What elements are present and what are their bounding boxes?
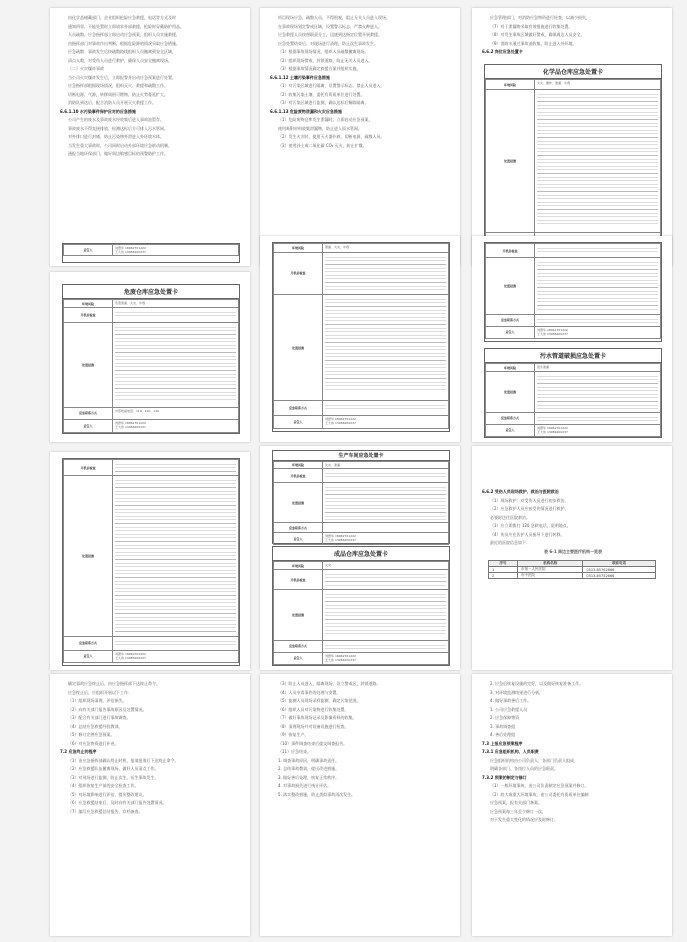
text-line: （6）对应急物资进行补充。	[68, 740, 119, 746]
row-label: 应急联系方式	[64, 407, 113, 420]
section-heading: 7.3.2 预案的制定与修订	[482, 774, 527, 780]
row-value	[323, 469, 449, 483]
sub-heading: （二）火灾爆炸事故	[68, 66, 104, 71]
row-value	[323, 295, 449, 401]
row-value	[323, 533, 449, 545]
row-label: 责任人	[274, 652, 323, 664]
text-line: （1）对污染区域进行隔离，设置警示标志，禁止人员进入。	[278, 83, 385, 88]
row-label: 处置措施	[274, 590, 323, 640]
section-heading: 7.2 应急终止的程序	[60, 749, 97, 754]
table-cell: 1	[489, 567, 518, 573]
page-mid-left	[50, 272, 250, 442]
contact-line: 王大伟 13986200237	[537, 331, 568, 336]
value	[113, 245, 239, 256]
contact-line: 刘德华 18962701222	[537, 425, 568, 430]
row-label: 责任人	[274, 416, 323, 429]
text-line: 项目现场应急，疏散人员，不得围观，阻止无关人员进入现场。	[278, 15, 390, 20]
card-title: 生产车间应急处置卡	[273, 451, 449, 461]
row-value	[535, 412, 661, 424]
column-header: 机构名称	[518, 561, 583, 567]
text-line: （9）恢复生产。	[278, 732, 309, 737]
text-line: 5. 落实整改措施，防止类似事故再次发生。	[278, 791, 356, 797]
row-value	[113, 650, 239, 662]
row-value: 危废泄漏、火灾、中毒	[113, 300, 239, 308]
text-line: 切断电源、气源，转移周围可燃物，防止火势蔓延扩大。	[68, 91, 168, 97]
row-value	[323, 640, 449, 652]
contact-line: 刘德华 18962701222	[325, 417, 356, 422]
finished-goods-warehouse-card	[272, 546, 450, 666]
text-line: 当发生重大事故时，公司同时启动外部环境应急联动机制，	[68, 142, 172, 148]
paragraph	[60, 680, 242, 816]
row-label: 应急联系方式	[486, 412, 535, 424]
text-line: 使用吸附材料收集泄漏物，防止进入雨水管网。	[278, 125, 362, 131]
workshop-card	[272, 450, 450, 544]
section-heading: 7.3.1 应急组织机构、人员职责	[482, 749, 539, 754]
text-line: 应急疏散：事故发生后按疏散路线组织人员撤离到安全区域，	[68, 49, 176, 54]
row-label: 环境风险	[274, 462, 323, 469]
row-value	[323, 483, 449, 523]
text-line: 人员疏散。应急指挥部立即启动应急预案，组织人员实施救援，	[68, 32, 180, 37]
row-label: 责任人	[64, 420, 113, 433]
text-line: 3. 做好善后处理，恢复正常秩序。	[278, 774, 340, 780]
text-line: 应急预案每三年至少修订一次，	[490, 808, 546, 814]
text-line: 必要时送往医院救治。	[490, 514, 530, 520]
text-line: （3）使用沙土或二氧化碳 CO₂ 灭火，防止扩散。	[278, 142, 367, 148]
contact-line: 王大伟 13986200237	[325, 538, 356, 542]
list-item: （2）组织现场警戒，封锁道路，防止无关人员进入。	[278, 57, 373, 63]
row-value	[323, 652, 449, 664]
list-item: 4. 善后处理组	[490, 732, 516, 737]
text-line: （2）向有关部门报告事故原因及处置情况。	[68, 706, 147, 712]
row-value	[323, 401, 449, 416]
text-line: （6）组织人员对污染物进行收集处置。	[278, 706, 349, 712]
text-line: （2）收集污染土壤，委托有资质单位进行处置。	[278, 91, 365, 97]
text-line: 确定事故应急终止后，由应急指挥部下达终止命令。	[68, 681, 160, 686]
text-line: 应急救援人员按照职责分工，迅速到达指定位置开展救援。	[278, 32, 382, 37]
column-header: 联系电话	[583, 561, 656, 567]
paragraph	[270, 680, 452, 799]
row-value	[323, 523, 449, 533]
text-line: （3）防止人员进入，隔离现场，设立警戒区，封锁道路。	[278, 681, 381, 686]
section-heading: 6.6.2 受伤人员现场救护、救治与医院救治	[482, 489, 559, 494]
table-cell: 2	[489, 573, 518, 579]
row-label: 处置措施	[64, 476, 113, 637]
text-line: （8）清理现场并对设备设施进行检查。	[278, 723, 349, 729]
row-value	[535, 244, 661, 258]
contact-line: 王大伟 13986200237	[537, 429, 568, 434]
text-line: 通报当地环保部门，做好周边敏感目标的预警防护工作。	[68, 151, 168, 156]
contact-line: 刘德华 18962701222	[115, 421, 146, 426]
text-line: （1）危险废物仓库发生泄漏时，立即启动应急预案，	[278, 117, 373, 122]
row-label: 责任人	[486, 326, 535, 338]
row-label: 应急联系方式	[274, 401, 323, 416]
responsible-person-card	[62, 243, 240, 263]
text-line: （7）编写应急救援总结报告，存档备查。	[68, 808, 143, 814]
row-label: 开机前检查	[274, 570, 323, 590]
text-line: 通知四邻，不能处置时立即请求外部救援，抢险时穿戴防护用品，	[68, 23, 184, 29]
row-value	[535, 372, 661, 413]
contact-line: 刘德华 18962701222	[115, 651, 146, 656]
text-line: （2）应急救援队伍撤离现场，做好人员清点工作。	[68, 766, 159, 771]
text-line: 2. 总结事故教训，提出改进措施。	[278, 766, 340, 771]
card-title: 危废仓库应急处置卡	[63, 285, 239, 299]
text-line: （1）一般环境事故，由公司负责制定应急预案并修订。	[490, 783, 589, 788]
list-item: （1）根据事故现场情况，组织人员疏散撤离现场。	[278, 49, 369, 54]
page-lower-right	[472, 446, 672, 670]
text-line: （4）人员中毒事件的处理与安置。	[278, 689, 341, 695]
section-heading: 7.3 上报应急预案程序	[482, 740, 523, 746]
row-value	[113, 323, 239, 407]
row-value: 外部救援电话：119、120、110	[113, 407, 239, 420]
text-line: 清点人数，对受伤人员进行救护，确保人员安全撤离现场。	[68, 57, 172, 63]
text-line: 公司产生的废水及事故废水经收集后进入事故池暂存。	[68, 117, 164, 122]
text-line: （1）组织现场清理、评估损失。	[68, 698, 127, 703]
page-top-center	[260, 8, 460, 266]
contact-line: 刘德华 18962701222	[325, 653, 356, 658]
list-item: 1. 公司应急救援人员	[490, 706, 528, 712]
row-label: 处置措施	[274, 483, 323, 523]
text-line: （2）较大或重大环境事故，由公司委托有资质单位编制	[490, 791, 589, 797]
row-value	[113, 420, 239, 433]
hazardous-waste-card	[62, 284, 240, 434]
text-line: 最近的医院信息如下：	[490, 540, 530, 545]
page-top-right	[472, 8, 672, 266]
row-value	[535, 424, 661, 436]
table-caption: 表 6-1 周边主要医疗机构一览表	[543, 548, 602, 554]
row-value: 泄漏、火灾、中毒	[323, 244, 449, 253]
row-value	[535, 90, 661, 232]
row-label: 处置措施	[64, 323, 113, 407]
paragraph	[60, 14, 242, 159]
row-value	[323, 570, 449, 590]
page-bottom-left	[50, 674, 250, 936]
page-mid-right	[472, 236, 672, 442]
page-bottom-center	[260, 674, 460, 936]
text-line: （3）应立即拨打 120 急救电话，说明地点。	[490, 523, 571, 528]
row-label: 环境风险	[486, 364, 535, 372]
paragraph	[270, 14, 452, 150]
text-line: （8）对发生事故区域做好警戒，确保周边人员安全。	[490, 32, 585, 37]
column-header: 序号	[489, 561, 518, 567]
row-value	[113, 636, 239, 650]
table-cell: 市第一人民医院	[518, 567, 583, 573]
section-heading: 6.6.2 岗位应急处置卡	[482, 49, 523, 54]
row-label: 应急联系方式	[274, 523, 323, 533]
row-label: 应急联系方式	[64, 636, 113, 650]
row-label: 应急联系方式	[274, 640, 323, 652]
chemical-warehouse-card	[484, 64, 662, 262]
row-label: 开机前检查	[274, 252, 323, 295]
row-label: 责任人	[486, 424, 535, 436]
text-line: （5）修订完善应急预案。	[68, 732, 115, 737]
text-line: （1）现场救护：对受伤人员进行初步救治。	[490, 497, 569, 503]
text-line: （1）由应急指挥部确认终止时机，报请批准后下达终止命令。	[68, 757, 179, 763]
row-label: 环境风险	[64, 300, 113, 308]
page-bottom-right	[472, 674, 672, 936]
text-line: 当公司火灾爆炸发生后，立即报警并启动应急预案进行处置。	[68, 74, 176, 80]
section-heading: 6.6.1.12 土壤污染事件应急措施	[270, 74, 330, 80]
text-line: 由指挥部门对事故作出判断，根据危险源的情况采取应急措施。	[68, 40, 180, 46]
text-line: 对于发生重大变化的情况应及时修订。	[490, 817, 558, 822]
page-top-left	[50, 8, 250, 266]
row-label: 开机前检查	[64, 308, 113, 323]
text-line: 4. 做好事故善后工作。	[490, 698, 532, 703]
row-label: 开机前检查	[64, 460, 113, 476]
row-value	[323, 416, 449, 429]
text-line: （7）做好事故现场记录及影像资料的收集。	[278, 715, 357, 720]
contact-line: 王大伟 13986200237	[115, 250, 146, 254]
row-label: 环境风险	[274, 562, 323, 570]
row-label: 开机前检查	[274, 469, 323, 483]
page-mid-center	[260, 236, 460, 442]
text-line: （11）应急结束。	[278, 749, 312, 754]
paragraph	[482, 488, 664, 556]
emergency-card	[484, 242, 662, 342]
text-line: 4. 对事故损失进行统计评估。	[278, 783, 332, 788]
row-value	[323, 252, 449, 295]
row-value: 废水泄漏	[535, 364, 661, 372]
row-value	[535, 258, 661, 315]
text-line: 在事故现场划定警戒区域，设置警示标志，严禁火种进入。	[278, 23, 382, 29]
text-line: 事故废水不得直接排放，检测达标后方可排入污水管网。	[68, 125, 168, 131]
row-label: 责任人	[64, 650, 113, 662]
page-lower-left	[50, 452, 250, 670]
emergency-card	[272, 242, 450, 432]
contact-line: 王大伟 13986200237	[115, 425, 146, 430]
table-row	[489, 573, 656, 579]
text-line: （2）应急救护人员应按受伤情况进行救护，	[490, 506, 569, 511]
text-line: （5）监测人员现场采样监测，确定污染范围。	[278, 698, 361, 703]
text-line: （4）总结应急救援经验教训。	[68, 723, 123, 729]
text-line: 应急指挥部根据现场情况，组织灭火、救援和疏散工作。	[68, 83, 168, 88]
row-value: 火灾、泄漏	[323, 462, 449, 469]
text-line: 对外排口进行封堵，防止污染物外泄进入外环境水体。	[68, 134, 164, 139]
row-value: 火灾	[323, 562, 449, 570]
sewage-pipe-card	[484, 348, 662, 438]
row-value	[113, 460, 239, 476]
text-line: 应急终止后，应组织开展以下工作：	[68, 689, 132, 695]
text-line: （3）对现场进行监测，防止次生、衍生事故发生。	[68, 774, 159, 780]
contact-line: 刘德华 18962701222	[537, 327, 568, 332]
card-title: 化学品仓库应急处置卡	[485, 65, 661, 79]
text-line: （7）对于泄漏物采取有效措施进行收集处置。	[490, 23, 573, 29]
row-label: 处置措施	[486, 372, 535, 413]
card-title: 污水管道破损应急处置卡	[485, 349, 661, 363]
page-lower-center	[260, 446, 460, 670]
text-line: （4）组织恢复生产前的安全检查工作。	[68, 783, 139, 788]
row-label: 处置措施	[274, 295, 323, 401]
text-line: 由化学品储藏部门，企业组织抢险应急救援，电话等方式及时	[68, 15, 176, 20]
section-heading: 6.6.1.10 水污染事件保护应对的应急措施	[60, 108, 136, 114]
text-line: （9）消防水通过事故池收集，防止进入外环境。	[490, 40, 577, 46]
text-line: 应急处置结束后，对现场进行清理，防止次生事故发生。	[278, 40, 378, 46]
text-line: （4）伤员应在医护人员指导下进行转移。	[490, 531, 565, 537]
text-line: （2）发生火灾时，使用灭火器扑救，切断电源，疏散人员。	[278, 134, 385, 139]
text-line: （3）配合有关部门进行事故调查。	[68, 715, 131, 720]
text-line: 3. 对环境监测结果进行分析，	[490, 689, 544, 695]
card-title: 成品仓库应急处置卡	[273, 547, 449, 561]
hospital-table	[488, 560, 656, 579]
row-value	[113, 476, 239, 637]
row-value: 火灾、爆炸、泄漏、中毒	[535, 80, 661, 90]
paragraph	[482, 680, 664, 825]
row-value	[113, 308, 239, 323]
list-item: （3）根据事故情况确定救援方案并组织实施。	[278, 66, 361, 71]
row-label: 环境风险	[486, 80, 535, 90]
text-line: 2. 应急后恢复设施的完好，以及做好恢复准备工作。	[490, 681, 584, 686]
text-line: （5）对环境影响进行评估，提出整改建议。	[68, 791, 147, 797]
emergency-card	[62, 458, 240, 666]
row-value	[535, 314, 661, 326]
paragraph	[482, 14, 664, 57]
contact-line: 王大伟 13986200237	[325, 657, 356, 662]
table-cell: 0513-85762666	[583, 567, 656, 573]
section-heading: 6.6.1.13 危险废物泄漏和火灾应急措施	[270, 108, 342, 114]
contact-line: 刘德华 18962701222	[115, 246, 146, 250]
list-item: 3. 事故调查组	[490, 723, 516, 729]
row-label: 开机前检查	[486, 244, 535, 258]
contact-line: 王大伟 13986200237	[325, 421, 356, 426]
text-line: （10）事件调查结束后提交调查报告。	[278, 740, 348, 746]
row-label: 责任人	[274, 533, 323, 545]
table-cell: 市中医院	[518, 573, 583, 579]
text-line: 应急预案，报有关部门备案。	[490, 800, 542, 805]
row-value	[535, 326, 661, 338]
row-label: 环境风险	[274, 244, 323, 253]
row-label: 应急联系方式	[486, 314, 535, 326]
table-cell: 0513-85752666	[583, 573, 656, 579]
text-line: 应急管理部门，对消防应急物资进行检查，以减少损失，	[490, 15, 590, 20]
text-line: （3）对污染区域进行监测，确认达标后解除隔离。	[278, 100, 369, 105]
contact-line: 王大伟 13986200237	[115, 655, 146, 660]
row-label: 处置措施	[486, 258, 535, 315]
text-line: 应急组织机构由公司负责人、各部门负责人组成，	[490, 757, 578, 763]
list-item: 2. 应急保障物资	[490, 715, 520, 720]
text-line: 消防队到达后，配合消防人员开展灭火救援工作。	[68, 100, 156, 105]
text-line: （6）应急救援结束后，及时向有关部门报告处置情况。	[68, 800, 167, 805]
row-value	[323, 590, 449, 640]
label: 责任人	[64, 245, 113, 256]
text-line: 1. 调查事故原因，明确事故责任。	[278, 757, 340, 763]
row-label: 处置措施	[486, 90, 535, 232]
contact-line: 刘德华 18962701222	[325, 534, 356, 538]
text-line: 明确各部门、各岗位人员的应急职责。	[490, 766, 558, 771]
